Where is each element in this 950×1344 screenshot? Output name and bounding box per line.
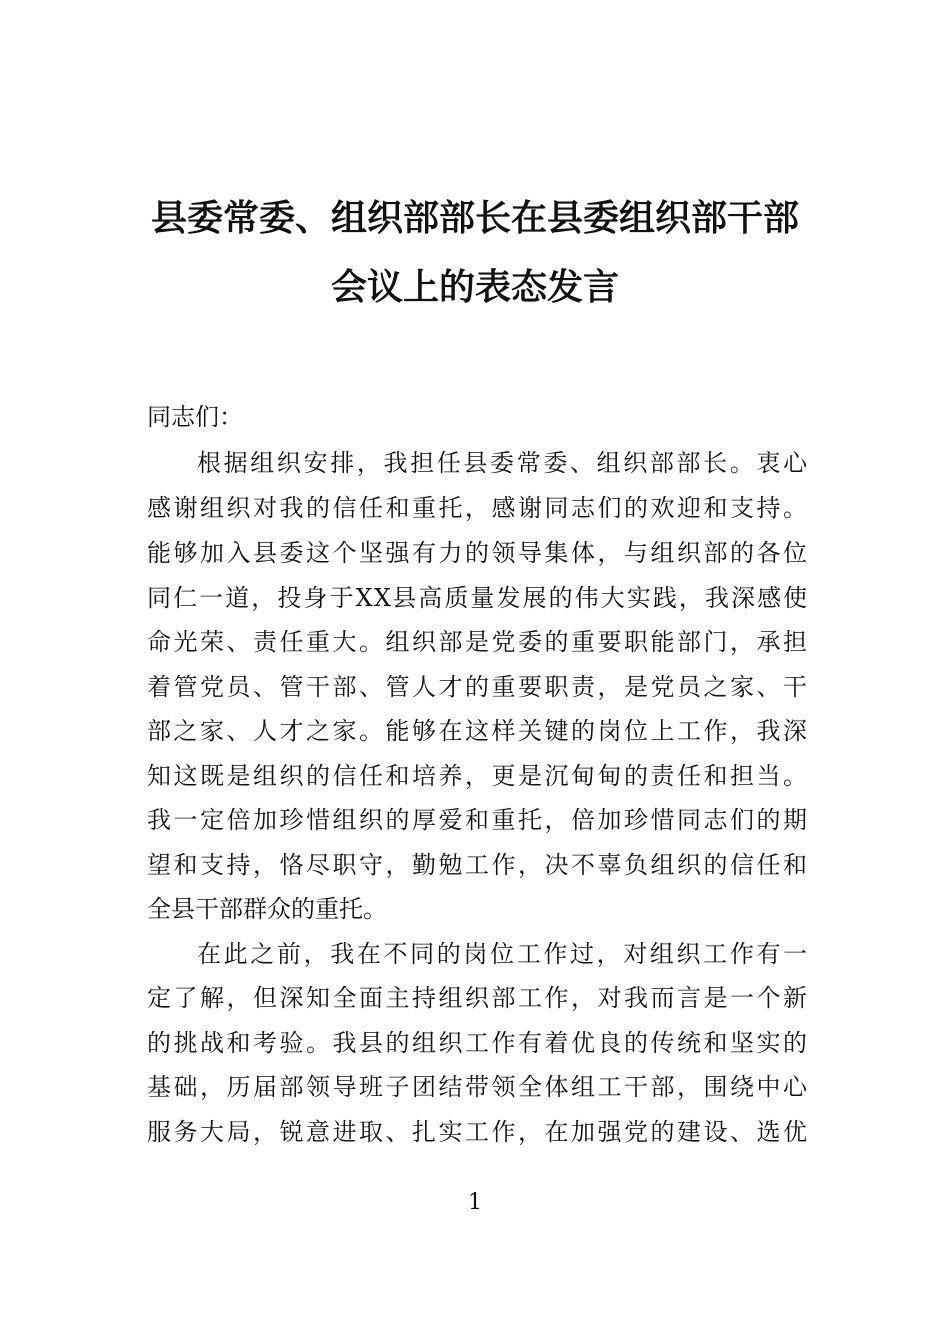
paragraph-1-line: 我 一 定 倍 加 珍 惜 组 织 的 厚 爱 和 重 托 ， 倍 加 珍 惜 同 志 们 的 期 bbox=[147, 806, 807, 834]
paragraph-1-line: 感 谢 组 织 对 我 的 信 任 和 重 托 ， 感 谢 同 志 们 的 欢 迎 和 支 持 。 bbox=[147, 494, 807, 522]
paragraph-1-line: 部 之 家 、 人 才 之 家 。 能 够 在 这 样 关 键 的 岗 位 上 工 作 ， 我 深 bbox=[147, 717, 807, 745]
paragraph-2-line: 定 了 解 ， 但 深 知 全 面 主 持 组 织 部 工 作 ， 对 我 而 言 是 一 个 新 bbox=[147, 984, 807, 1012]
paragraph-2-line: 服 务 大 局 ， 锐 意 进 取 、 扎 实 工 作 ， 在 加 强 党 的 建 设 、 选 优 bbox=[147, 1118, 807, 1146]
paragraph-2-line: 的 挑 战 和 考 验 。 我 县 的 组 织 工 作 有 着 优 良 的 传 统 和 坚 实 的 bbox=[147, 1029, 807, 1057]
paragraph-1-line: 能 够 加 入 县 委 这 个 坚 强 有 力 的 领 导 集 体 ， 与 组 织 部 的 各 位 bbox=[147, 539, 807, 567]
salutation: 同志们： bbox=[147, 403, 243, 431]
paragraph-1-line: 根 据 组 织 安 排 ， 我 担 任 县 委 常 委 、 组 织 部 部 长 。 衷 心 bbox=[197, 449, 807, 477]
page-number: 1 bbox=[468, 1190, 482, 1215]
paragraph-1-line: 着 管 党 员 、 管 干 部 、 管 人 才 的 重 要 职 责 ， 是 党 员 之 家 、 干 bbox=[147, 673, 807, 701]
paragraph-1-line: 望 和 支 持 ， 恪 尽 职 守 ， 勤 勉 工 作 ， 决 不 辜 负 组 织 的 信 任 和 bbox=[147, 851, 807, 879]
paragraph-1-line: 全县干部群众的重托。 bbox=[147, 895, 387, 923]
document-title-line-2: 会议上的表态发言 bbox=[330, 266, 619, 308]
paragraph-1-line: 命 光 荣 、 责 任 重 大 。 组 织 部 是 党 委 的 重 要 职 能 部 门 ， 承 担 bbox=[147, 628, 807, 656]
paragraph-1-line: 同 仁 一 道 ， 投 身 于 X X 县 高 质 量 发 展 的 伟 大 实 践 ， 我 深 感 使 bbox=[147, 584, 807, 612]
document-title-line-1: 县委常委、组织部部长在县委组织部干部 bbox=[150, 197, 799, 239]
paragraph-2-line: 在 此 之 前 ， 我 在 不 同 的 岗 位 工 作 过 ， 对 组 织 工 作 有 一 bbox=[197, 940, 807, 968]
paragraph-1-line: 知 这 既 是 组 织 的 信 任 和 培 养 ， 更 是 沉 甸 甸 的 责 任 和 担 当 。 bbox=[147, 762, 807, 790]
paragraph-2-line: 基 础 ， 历 届 部 领 导 班 子 团 结 带 领 全 体 组 工 干 部 ， 围 绕 中 心 bbox=[147, 1073, 807, 1101]
